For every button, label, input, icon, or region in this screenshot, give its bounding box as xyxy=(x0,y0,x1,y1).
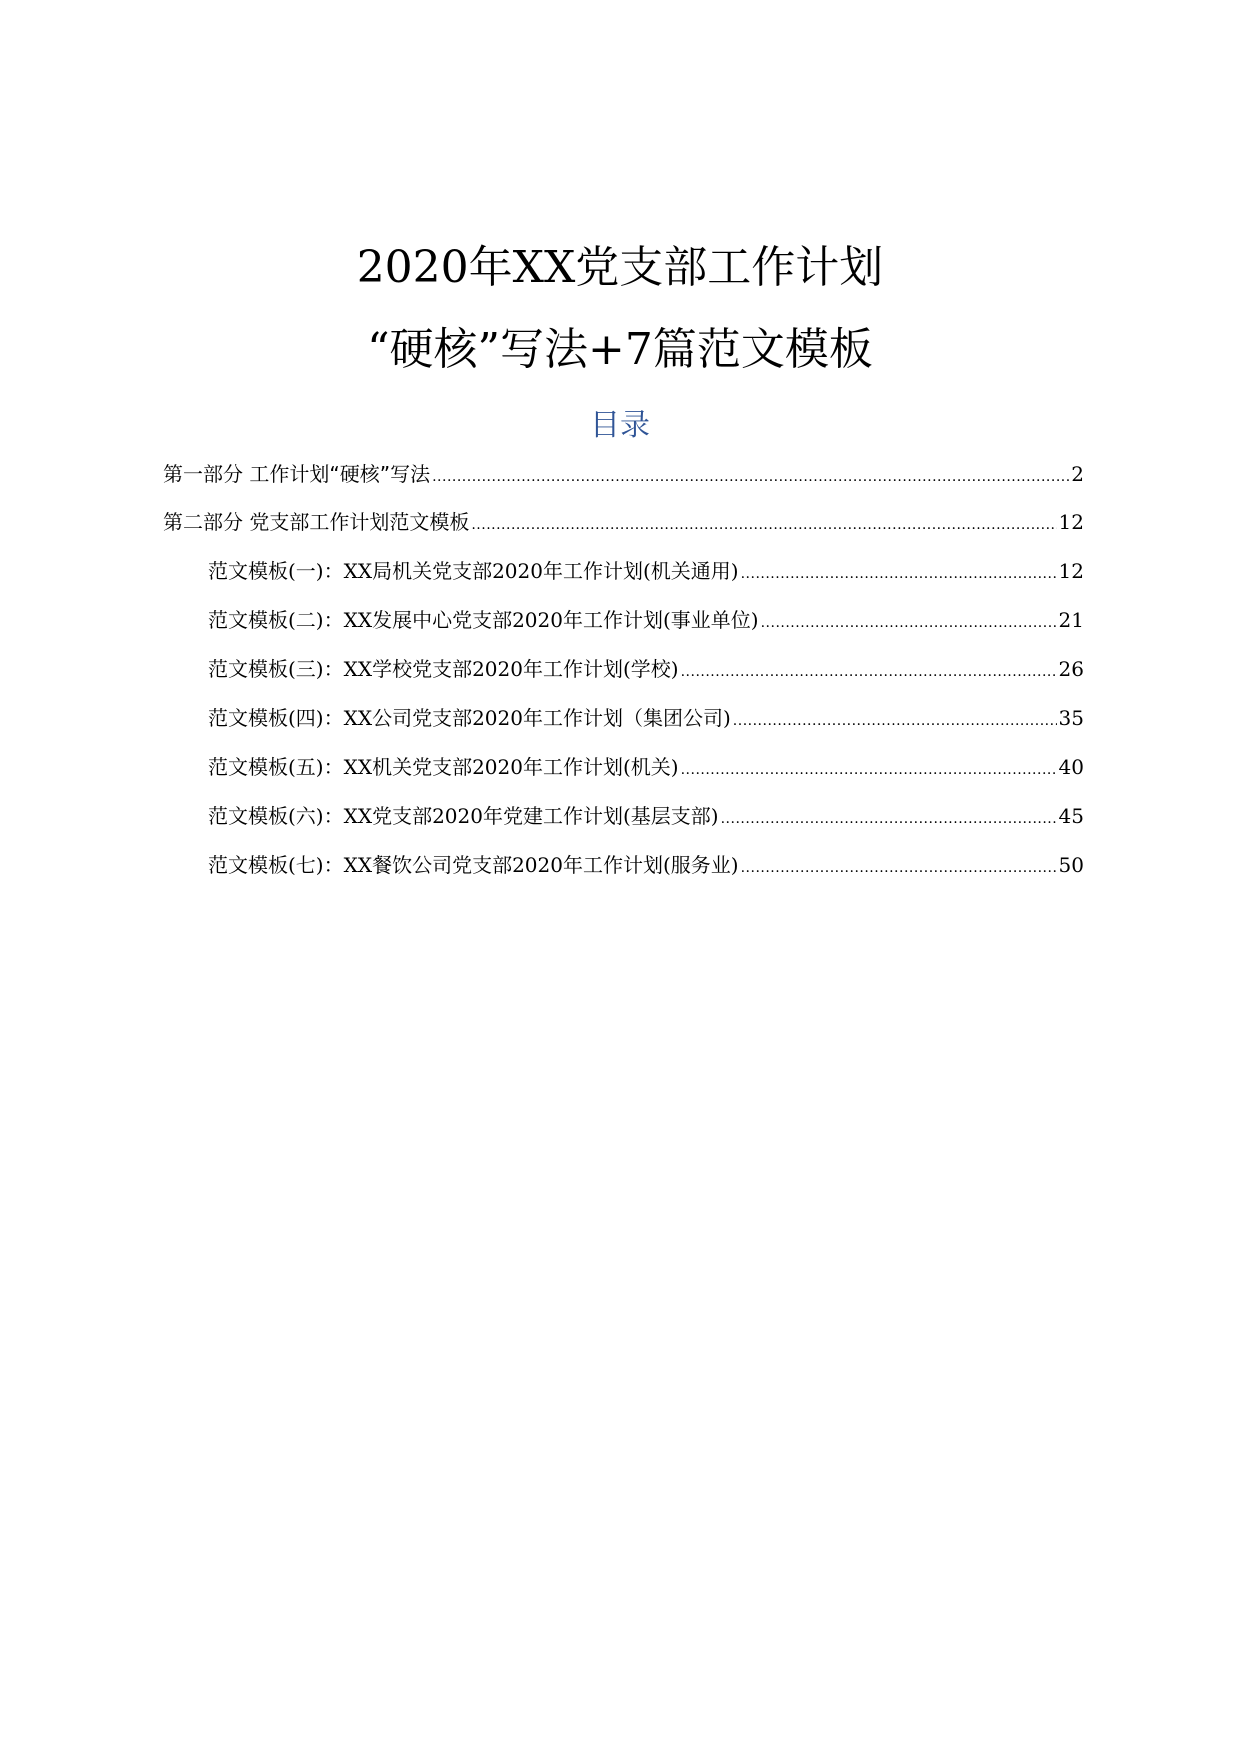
toc-dot-leader xyxy=(471,511,1056,539)
toc-entry-title: 范文模板(三)：XX学校党支部2020年工作计划(学校) xyxy=(208,657,679,681)
toc-dot-leader xyxy=(681,756,1057,784)
toc-dot-leader xyxy=(721,805,1057,833)
toc-entry-part-1[interactable] xyxy=(163,460,1084,491)
toc-entry-template-7[interactable] xyxy=(208,851,1084,882)
toc-entry-template-2[interactable] xyxy=(208,606,1084,637)
toc-dot-leader xyxy=(733,707,1057,735)
toc-heading: 目录 xyxy=(590,408,650,443)
toc-dot-leader xyxy=(432,463,1069,491)
toc-entry-title: 范文模板(四)：XX公司党支部2020年工作计划（集团公司) xyxy=(208,706,731,730)
toc-dot-leader xyxy=(761,609,1057,637)
toc-dot-leader xyxy=(681,658,1057,686)
toc-dot-leader xyxy=(741,560,1057,588)
toc-entry-template-1[interactable] xyxy=(208,557,1084,588)
toc-entry-title: 第一部分 工作计划“硬核”写法 xyxy=(163,462,431,486)
document-title-line-1: 2020年XX党支部工作计划 xyxy=(356,242,884,293)
toc-entry-title: 第二部分 党支部工作计划范文模板 xyxy=(163,510,470,534)
toc-page-number: 21 xyxy=(1058,608,1084,632)
toc-page-number: 45 xyxy=(1058,804,1084,828)
toc-entry-template-5[interactable] xyxy=(208,753,1084,784)
toc-page-number: 2 xyxy=(1071,462,1084,486)
toc-page-number: 50 xyxy=(1058,853,1084,877)
toc-page-number: 40 xyxy=(1058,755,1084,779)
toc-page-number: 26 xyxy=(1058,657,1084,681)
toc-entry-part-2[interactable] xyxy=(163,508,1084,539)
toc-entry-template-4[interactable] xyxy=(208,704,1084,735)
toc-entry-template-3[interactable] xyxy=(208,655,1084,686)
document-title-line-2: “硬核”写法+7篇范文模板 xyxy=(367,324,873,375)
toc-entry-title: 范文模板(一)：XX局机关党支部2020年工作计划(机关通用) xyxy=(208,559,739,583)
toc-entry-title: 范文模板(二)：XX发展中心党支部2020年工作计划(事业单位) xyxy=(208,608,759,632)
toc-entry-template-6[interactable] xyxy=(208,802,1084,833)
toc-entry-title: 范文模板(六)：XX党支部2020年党建工作计划(基层支部) xyxy=(208,804,719,828)
toc-page-number: 35 xyxy=(1058,706,1084,730)
toc-dot-leader xyxy=(741,854,1057,882)
toc-entry-title: 范文模板(五)：XX机关党支部2020年工作计划(机关) xyxy=(208,755,679,779)
toc-entry-title: 范文模板(七)：XX餐饮公司党支部2020年工作计划(服务业) xyxy=(208,853,739,877)
toc-page-number: 12 xyxy=(1058,559,1084,583)
toc-page-number: 12 xyxy=(1058,510,1084,534)
